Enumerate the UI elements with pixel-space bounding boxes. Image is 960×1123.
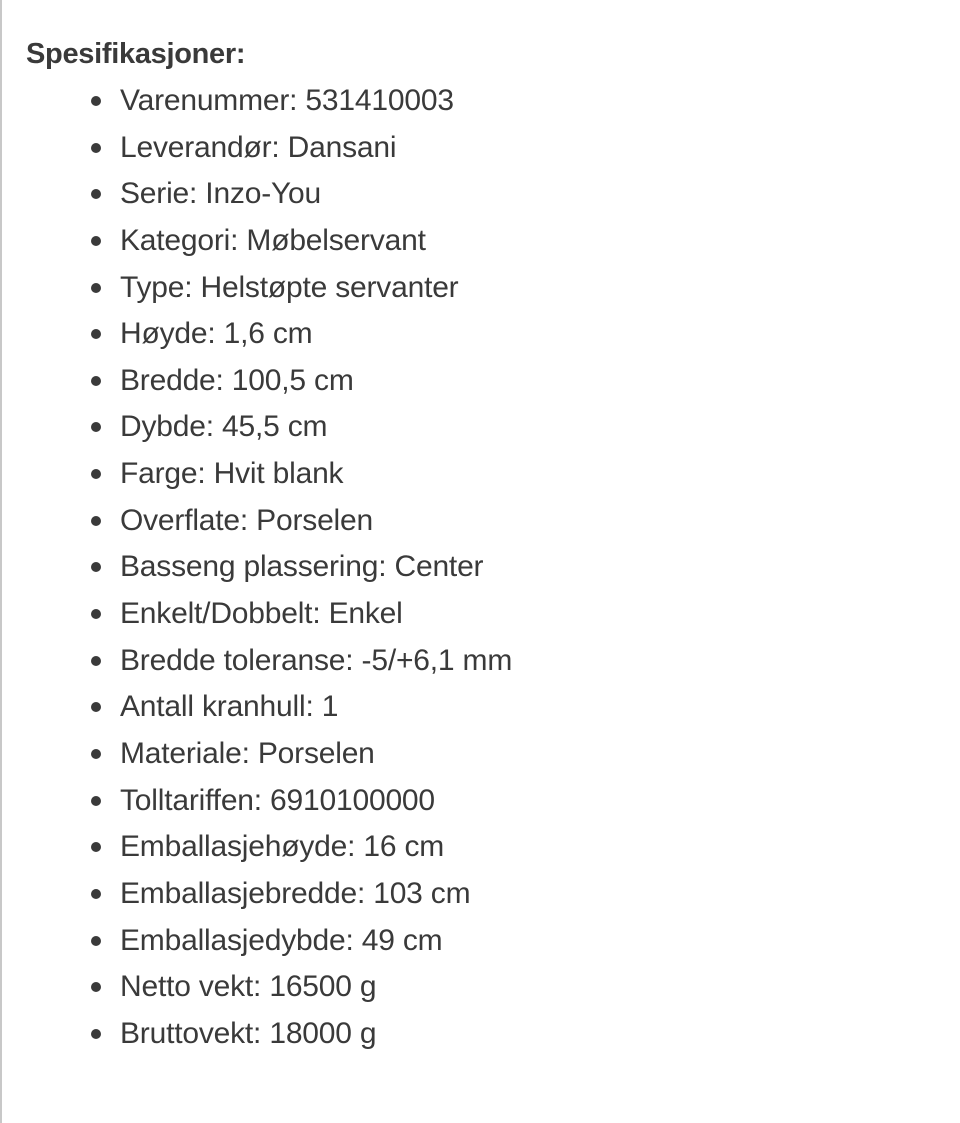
spec-text: Bredde toleranse: -5/+6,1 mm [120, 643, 513, 677]
spec-text: Farge: Hvit blank [120, 457, 344, 491]
bullet-icon [91, 422, 101, 432]
spec-item-bruttovekt [2, 1014, 512, 1061]
bullet-icon [91, 796, 101, 806]
spec-item-antall-kranhull [2, 687, 512, 734]
spec-text: Bruttovekt: 18000 g [120, 1016, 377, 1050]
spec-item-hoyde [2, 314, 512, 361]
bullet-icon [91, 236, 101, 246]
spec-item-serie [2, 174, 512, 221]
bullet-icon [91, 376, 101, 386]
spec-item-bredde [2, 361, 512, 408]
bullet-icon [91, 609, 101, 619]
spec-item-bredde-toleranse [2, 641, 512, 688]
bullet-icon [91, 749, 101, 759]
spec-text: Kategori: Møbelservant [120, 223, 426, 257]
bullet-icon [91, 889, 101, 899]
spec-item-materiale [2, 734, 512, 781]
spec-text: Dybde: 45,5 cm [120, 410, 328, 444]
spec-item-farge [2, 454, 512, 501]
spec-item-tolltariffen [2, 781, 512, 828]
spec-text: Emballasjedybde: 49 cm [120, 923, 443, 957]
spec-item-overflate [2, 501, 512, 548]
spec-text: Enkelt/Dobbelt: Enkel [120, 597, 403, 631]
bullet-icon [91, 516, 101, 526]
bullet-icon [91, 329, 101, 339]
spec-text: Type: Helstøpte servanter [120, 270, 459, 304]
bullet-icon [91, 702, 101, 712]
spec-item-varenummer [2, 81, 512, 128]
spec-item-type [2, 268, 512, 315]
spec-text: Materiale: Porselen [120, 736, 375, 770]
spec-item-kategori [2, 221, 512, 268]
section-heading: Spesifikasjoner: [26, 38, 246, 70]
bullet-icon [91, 562, 101, 572]
bullet-icon [91, 656, 101, 666]
spec-item-basseng-plassering [2, 547, 512, 594]
spec-text: Overflate: Porselen [120, 503, 373, 537]
bullet-icon [91, 936, 101, 946]
spec-text: Varenummer: 531410003 [120, 84, 454, 117]
bullet-icon [91, 982, 101, 992]
spec-text: Bredde: 100,5 cm [120, 363, 354, 397]
bullet-icon [91, 143, 101, 153]
bullet-icon [91, 96, 101, 106]
spec-item-enkelt-dobbelt [2, 594, 512, 641]
bullet-icon [91, 842, 101, 852]
spec-text: Netto vekt: 16500 g [120, 970, 377, 1004]
spec-text: Emballasjehøyde: 16 cm [120, 830, 445, 864]
bullet-icon [91, 469, 101, 479]
spec-item-netto-vekt [2, 967, 512, 1014]
spec-item-emballasjehoyde [2, 827, 512, 874]
spec-text: Høyde: 1,6 cm [120, 317, 313, 351]
spec-text: Emballasjebredde: 103 cm [120, 876, 471, 910]
bullet-icon [91, 1029, 101, 1039]
spec-item-emballasjebredde [2, 874, 512, 921]
spec-text: Antall kranhull: 1 [120, 690, 339, 724]
spec-text: Leverandør: Dansani [120, 130, 397, 164]
spec-item-dybde [2, 407, 512, 454]
spec-item-emballasjedybde [2, 921, 512, 968]
spec-item-leverandor [2, 128, 512, 175]
spec-text: Serie: Inzo-You [120, 177, 322, 211]
spec-text: Tolltariffen: 6910100000 [120, 783, 435, 817]
bullet-icon [91, 189, 101, 199]
bullet-icon [91, 283, 101, 293]
spec-list [2, 81, 512, 1060]
spec-text: Basseng plassering: Center [120, 550, 484, 584]
